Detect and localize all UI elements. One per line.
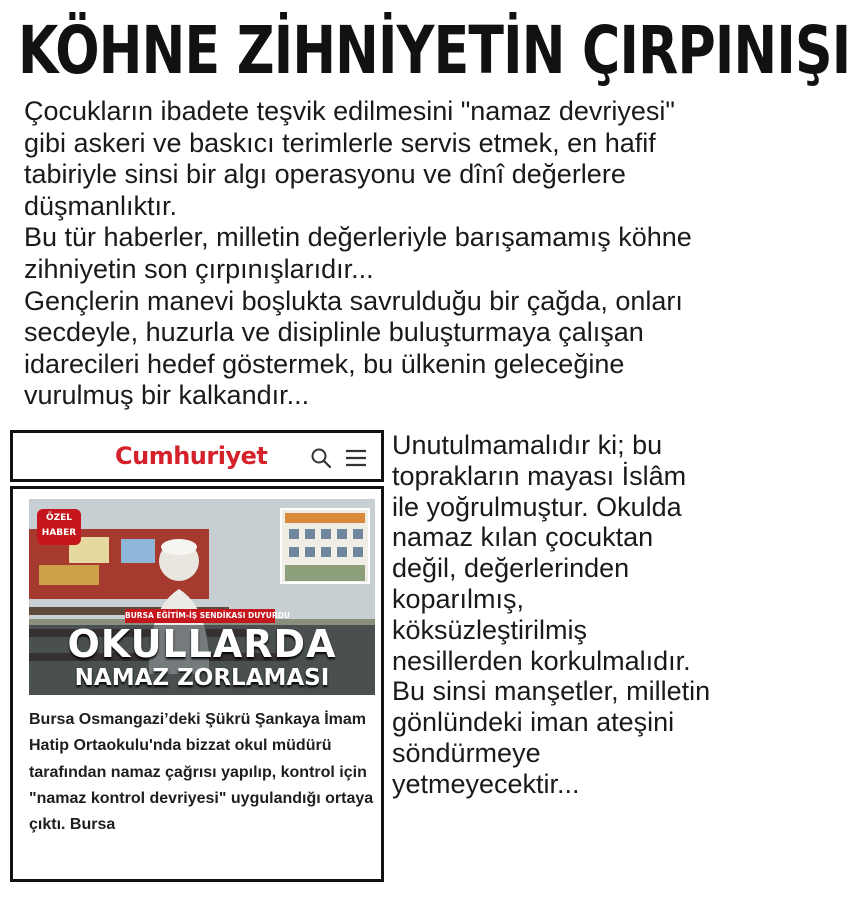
ozel-haber-badge [37, 511, 81, 541]
badge-line: ÖZEL [45, 513, 73, 523]
intro-paragraph: Bu tür haberler, milletin değerleriyle barışamamış köhne zihniyetin son çırpınışlarıdır... [24, 222, 692, 284]
image-title-line1: OKULLARDA [67, 622, 337, 666]
intro-paragraph: Gençlerin manevi boşlukta savrulduğu bir çağda, onları secdeyle, huzurla ve disiplinle buluşturmaya çalışan idarecileri hedef göstermek, bu ülkenin geleceğine vurulmuş bir kalkandır... [24, 285, 683, 411]
side-text: Unutulmamalıdır ki; bu toprakların mayası İslâm ile yoğrulmuştur. Okulda namaz kılan çocuktan değil, değerlerinden koparılmış, köksüzleştirilmiş nesillerden korkulmalıdır. Bu sinsi manşetler, milletin gönlündeki iman ateşini söndürmeye yetmeyecektir... [392, 430, 711, 799]
intro-paragraph: Çocukların ibadete teşvik edilmesini "namaz devriyesi" gibi askeri ve baskıcı terimlerle servis etmek, en hafif tabiriyle sinsi bir algı operasyonu ve dînî değerlere düşmanlıktır. [24, 96, 675, 221]
news-article-card [10, 486, 384, 882]
menu-icon[interactable] [343, 445, 369, 471]
news-site-header [10, 430, 384, 482]
search-icon[interactable] [309, 446, 333, 470]
cumhuriyet-logo[interactable]: Cumhuriyet [115, 442, 268, 470]
intro-text [24, 96, 706, 412]
image-ribbon: BURSA EĞİTİM-İŞ SENDİKASI DUYURDU [125, 611, 290, 620]
headline: KÖHNE ZİHNİYETİN ÇIRPINIŞI [18, 12, 850, 89]
article-snippet[interactable]: Bursa Osmangazi’deki Şükrü Şankaya İmam Hatip Ortaokulu'nda bizzat okul müdürü tarafından namaz çağrısı yapılıp, kontrol için "namaz kontrol devriyesi" uygulandığı ortaya çıktı. Bursa [29, 711, 374, 834]
image-title-line2: NAMAZ ZORLAMASI [74, 665, 330, 691]
badge-line: HABER [41, 528, 77, 538]
news-photo[interactable] [29, 499, 375, 695]
